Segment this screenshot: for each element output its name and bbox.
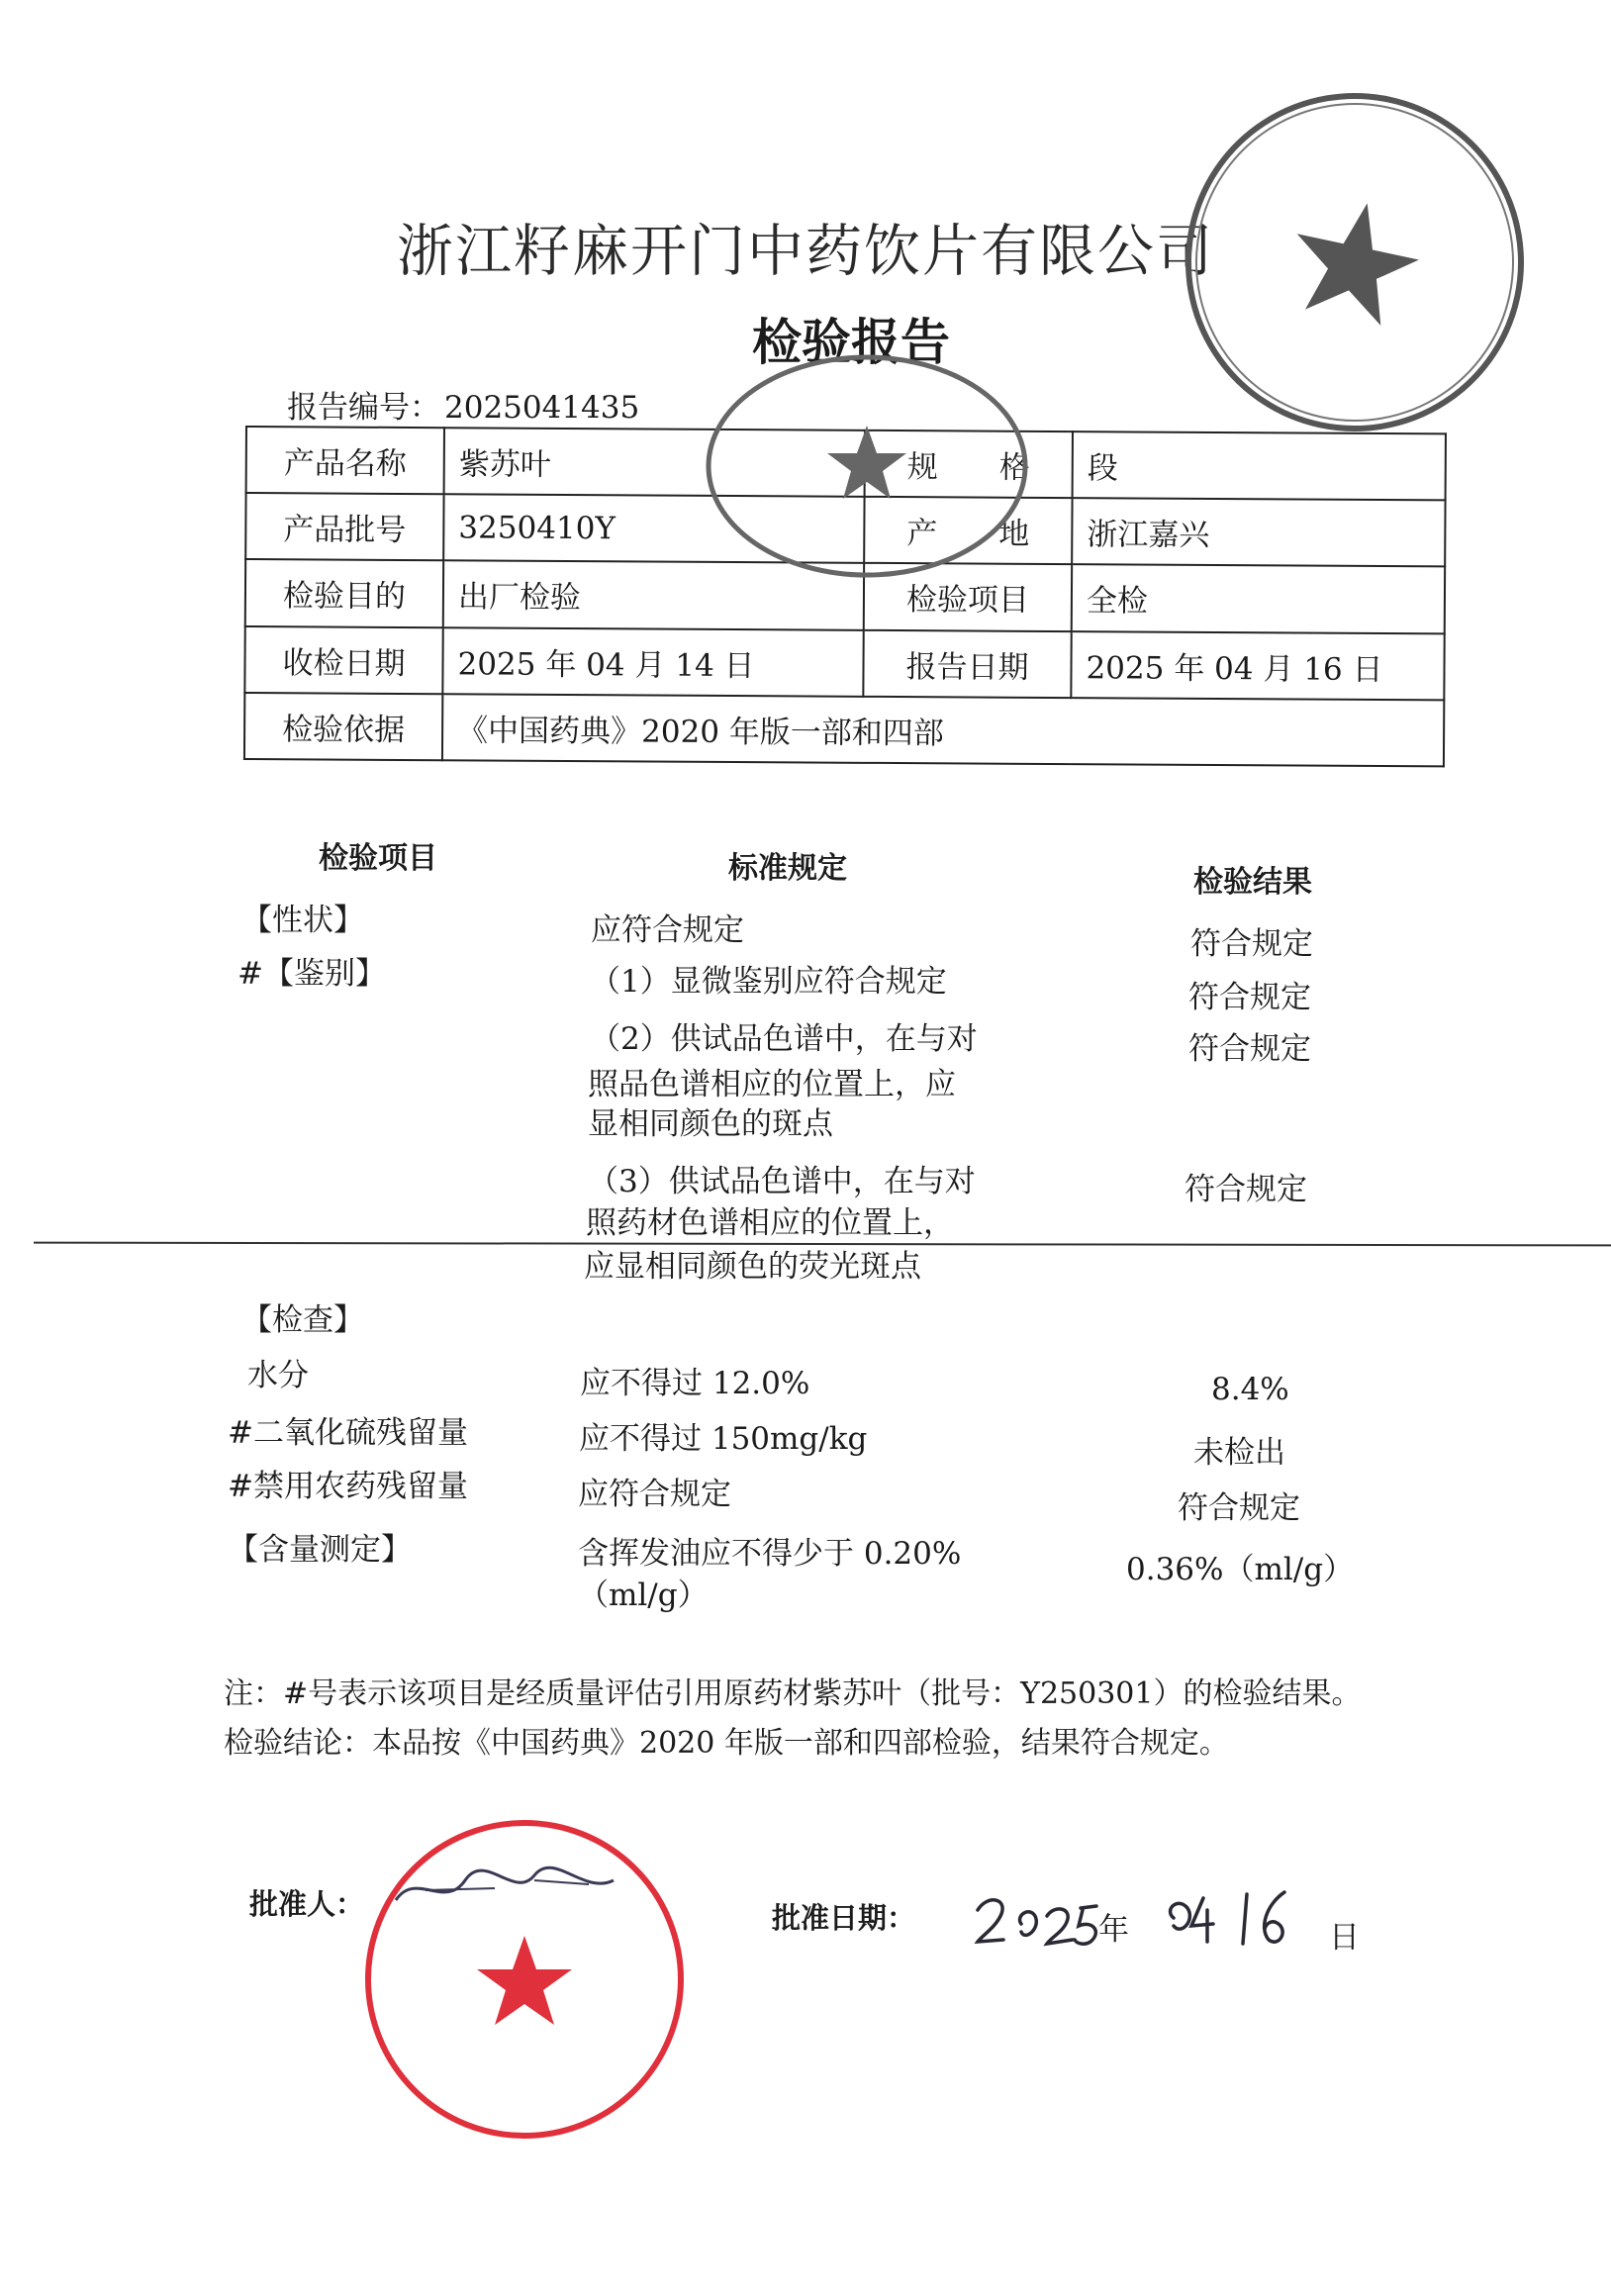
origin-value: 浙江嘉兴 — [1072, 498, 1445, 566]
standard-jianbie-2-line3: 显相同颜色的斑点 — [588, 1106, 833, 1142]
report-number-value: 2025041435 — [444, 390, 640, 426]
item-water: 水分 — [247, 1358, 309, 1393]
handwritten-date — [970, 1880, 1346, 1960]
approve-date-year-char: 年 — [1098, 1912, 1129, 1948]
report-title: 检验报告 — [752, 314, 950, 371]
report-date-label: 报告日期 — [863, 629, 1071, 697]
item-jianbie: #【鉴别】 — [237, 956, 386, 992]
standard-jianbie-3-line2: 照药材色谱相应的位置上， — [586, 1205, 954, 1241]
standard-jianbie-3-line3: 应显相同颜色的荧光斑点 — [584, 1249, 921, 1285]
item-so2: #二氧化硫残留量 — [228, 1415, 468, 1451]
receive-date-label: 收检日期 — [244, 626, 442, 694]
standard-pesticide: 应符合规定 — [578, 1477, 731, 1512]
receive-date-value: 2025 年 04 月 14 日 — [442, 627, 863, 697]
standard-water: 应不得过 12.0% — [580, 1366, 810, 1401]
product-name-value: 紫苏叶 — [444, 428, 865, 497]
item-pesticide: #禁用农药残留量 — [228, 1469, 468, 1504]
column-header-result: 检验结果 — [1193, 865, 1312, 900]
result-jianbie-3: 符合规定 — [1185, 1172, 1307, 1207]
standard-jianbie-3-line1: （3）供试品色谱中，在与对 — [588, 1164, 976, 1199]
standard-jianbie-1: （1）显微鉴别应符合规定 — [590, 964, 947, 1000]
item-jiancha: 【检查】 — [241, 1302, 364, 1338]
company-title: 浙江籽麻开门中药饮片有限公司 — [397, 219, 1214, 284]
product-name-label: 产品名称 — [246, 427, 444, 494]
note: 注：#号表示该项目是经质量评估引用原药材紫苏叶（批号：Y250301）的检验结果。 — [224, 1676, 1362, 1711]
approve-date-label: 批准日期： — [772, 1901, 916, 1935]
approve-date-day-char: 日 — [1329, 1920, 1360, 1956]
result-content: 0.36%（ml/g） — [1126, 1552, 1355, 1587]
report-number-label: 报告编号： — [287, 390, 440, 426]
standard-content-line1: 含挥发油应不得少于 0.20% — [578, 1536, 962, 1572]
item-xingzhuang: 【性状】 — [241, 903, 364, 938]
result-pesticide: 符合规定 — [1178, 1490, 1300, 1526]
quality-management-seal-red — [356, 1811, 693, 2148]
standard-so2: 应不得过 150mg/kg — [579, 1421, 868, 1457]
quality-inspection-seal — [701, 348, 1033, 584]
purpose-label: 检验目的 — [245, 559, 443, 626]
report-number — [283, 382, 639, 427]
spec-label: 规 格 — [865, 430, 1073, 498]
standard-jianbie-2-line2: 照品色谱相应的位置上，应 — [588, 1067, 956, 1102]
company-inspection-seal-top — [1176, 83, 1534, 441]
origin-label: 产 地 — [864, 497, 1072, 564]
purpose-value: 出厂检验 — [443, 561, 864, 630]
column-header-item: 检验项目 — [319, 841, 437, 876]
standard-content-line2: （ml/g） — [578, 1578, 709, 1613]
result-so2: 未检出 — [1193, 1435, 1285, 1471]
approver-label: 批准人： — [249, 1887, 365, 1921]
result-water: 8.4% — [1211, 1372, 1289, 1407]
basis-value: 《中国药典》2020 年版一部和四部 — [442, 694, 1444, 766]
items-label: 检验项目 — [864, 563, 1072, 630]
batch-value: 3250410Y — [443, 494, 864, 563]
report-date-value: 2025 年 04 月 16 日 — [1071, 631, 1444, 700]
item-content: 【含量测定】 — [228, 1532, 412, 1568]
conclusion: 检验结论：本品按《中国药典》2020 年版一部和四部检验，结果符合规定。 — [224, 1726, 1229, 1761]
standard-jianbie-2-line1: （2）供试品色谱中，在与对 — [590, 1021, 978, 1057]
result-jianbie-2: 符合规定 — [1188, 1031, 1311, 1067]
basis-label: 检验依据 — [244, 693, 442, 760]
batch-label: 产品批号 — [245, 493, 443, 560]
standard-xingzhuang: 应符合规定 — [591, 912, 744, 948]
items-value: 全检 — [1072, 564, 1445, 632]
spec-value: 段 — [1073, 431, 1446, 500]
result-jianbie-1: 符合规定 — [1188, 980, 1311, 1015]
column-header-standard: 标准规定 — [728, 851, 847, 886]
result-xingzhuang: 符合规定 — [1190, 926, 1313, 962]
